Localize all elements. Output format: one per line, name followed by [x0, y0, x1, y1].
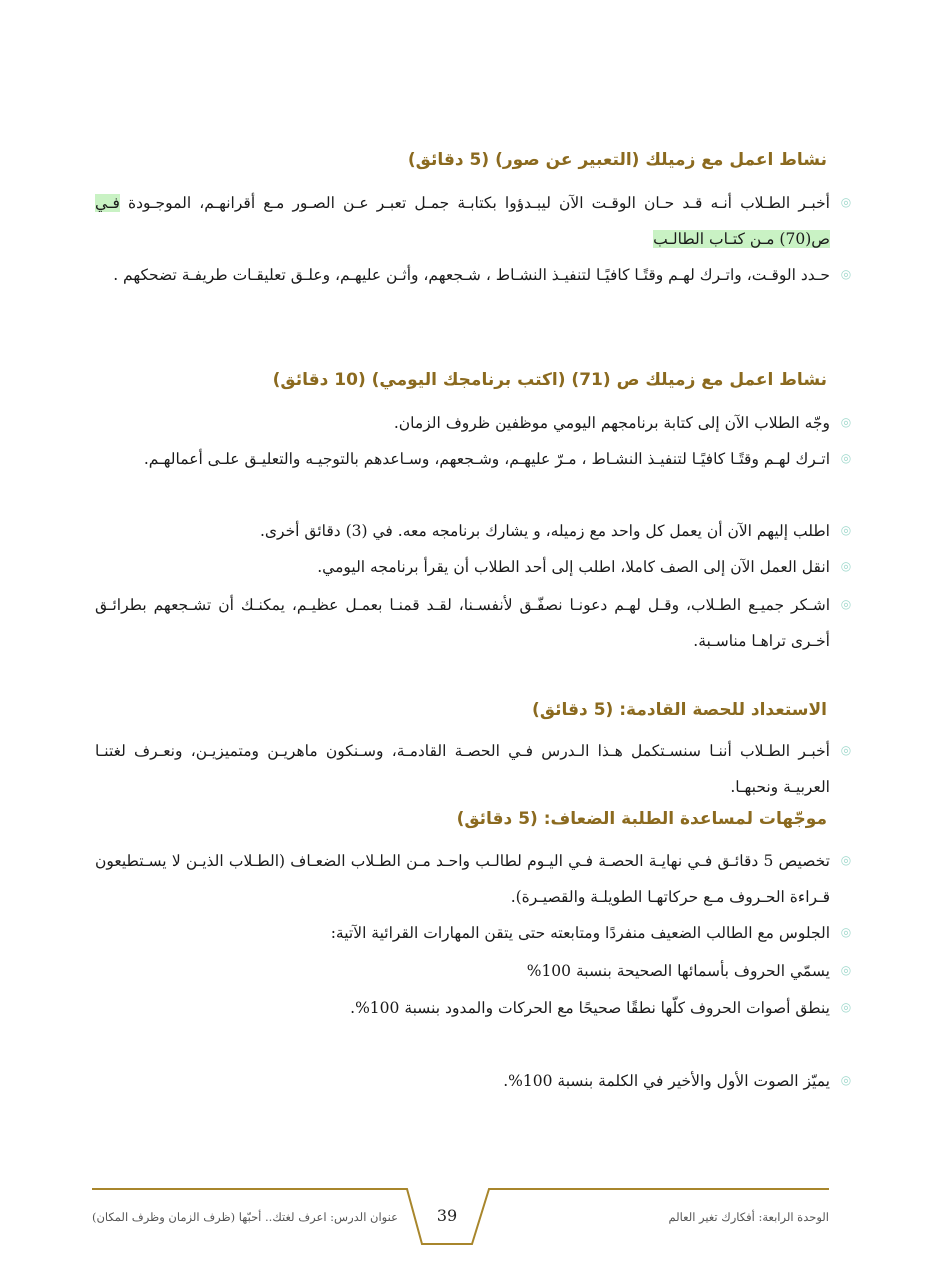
footer-unit-title: الوحدة الرابعة: أفكارك تغير العالم	[668, 1210, 829, 1224]
bullet-circle-icon: ◎	[840, 963, 852, 977]
list-item: ◎ انقل العمل الآن إلى الصف كاملا، اطلب إلى أحد الطلاب أن يقرأ برنامجه اليومي.	[95, 549, 830, 585]
list-item: ◎ ينطق أصوات الحروف كلّها نطقًا صحيحًا مع الحركات والمدود بنسبة 100%.	[95, 990, 830, 1026]
bullet-circle-icon: ◎	[840, 451, 852, 465]
list-item: ◎ تخصيص 5 دقائـق فـي نهايـة الحصـة فـي اليـوم لطالـب واحـد مـن الطـلاب الضعـاف (الطـلاب الذيـن لا يسـتطيعون قـراءة الحـروف مـع حركاتهـا الطويلـة والقصيـرة).	[95, 843, 830, 915]
list-item: ◎ حـدد الوقـت، واتـرك لهـم وقتًـا كافيًـا لتنفيـذ النشـاط ، شـجعهم، وأثـن عليهـم، وعلـق تعليقـات طريفـة تضحكهم .	[95, 257, 830, 293]
page-footer	[92, 1188, 829, 1246]
section-heading-pair-activity-pictures: نشاط اعمل مع زميلك (التعبير عن صور) (5 دقائق)	[407, 150, 827, 170]
list-item: ◎ اشـكر جميـع الطـلاب، وقـل لهـم دعونـا نصفّـق لأنفسـنا، لقـد قمنـا بعمـل عظيـم، يمكنـك أن تشـجعهم بطرائـق أخـرى تراهـا مناسـبة.	[95, 587, 830, 659]
section-heading-pair-activity-daily-program: نشاط اعمل مع زميلك ص (71) (اكتب برنامجك اليومي) (10 دقائق)	[272, 370, 827, 390]
bullet-circle-icon: ◎	[840, 559, 852, 573]
bullet-circle-icon: ◎	[840, 267, 852, 281]
bullet-circle-icon: ◎	[840, 743, 852, 757]
page-number: 39	[436, 1206, 458, 1225]
list-item: ◎ أخبـر الطـلاب أنـه قـد حـان الوقـت الآن ليبـدؤوا بكتابـة جمـل تعبـر عـن الصـور مـع أقرانهـم، الموجـودة فـي ص(70) مـن كتـاب الطالـب	[95, 185, 830, 257]
bullet-circle-icon: ◎	[840, 1000, 852, 1014]
list-item: ◎ يميّز الصوت الأول والأخير في الكلمة بنسبة 100%.	[95, 1063, 830, 1099]
bullet-circle-icon: ◎	[840, 1073, 852, 1087]
list-item: ◎ الجلوس مع الطالب الضعيف منفردًا ومتابعته حتى يتقن المهارات القرائية الآتية:	[95, 915, 830, 951]
list-item: ◎ أخبـر الطـلاب أننـا سنسـتكمل هـذا الـدرس فـي الحصـة القادمـة، وسـنكون ماهريـن ومتميزيـن، ونعـرف لغتنـا العربيـة ونحبهـا.	[95, 733, 830, 805]
bullet-circle-icon: ◎	[840, 415, 852, 429]
bullet-circle-icon: ◎	[840, 853, 852, 867]
list-item: ◎ يسمّي الحروف بأسمائها الصحيحة بنسبة 100%	[95, 953, 830, 989]
highlighted-text: فـي ص(70) مـن كتـاب الطالـب	[95, 194, 830, 248]
footer-lesson-title: عنوان الدرس: اعرف لغتك.. أحبّها (ظرف الزمان وظرف المكان)	[92, 1210, 398, 1224]
bullet-circle-icon: ◎	[840, 195, 852, 209]
section-heading-next-lesson-prep: الاستعداد للحصة القادمة: (5 دقائق)	[532, 700, 827, 720]
section-heading-weak-students-guidance: موجّهات لمساعدة الطلبة الضعاف: (5 دقائق)	[456, 809, 827, 829]
bullet-circle-icon: ◎	[840, 925, 852, 939]
bullet-circle-icon: ◎	[840, 523, 852, 537]
list-item: ◎ اتـرك لهـم وقتًـا كافيًـا لتنفيـذ النشـاط ، مـرّ عليهـم، وشـجعهم، وسـاعدهم بالتوجيـه والتعليـق علـى أعمالهـم.	[95, 441, 830, 477]
list-item: ◎ اطلب إليهم الآن أن يعمل كل واحد مع زميله، و يشارك برنامجه معه. في (3) دقائق أخرى.	[95, 513, 830, 549]
bullet-circle-icon: ◎	[840, 597, 852, 611]
list-item: ◎ وجّه الطلاب الآن إلى كتابة برنامجهم اليومي موظفين ظروف الزمان.	[95, 405, 830, 441]
